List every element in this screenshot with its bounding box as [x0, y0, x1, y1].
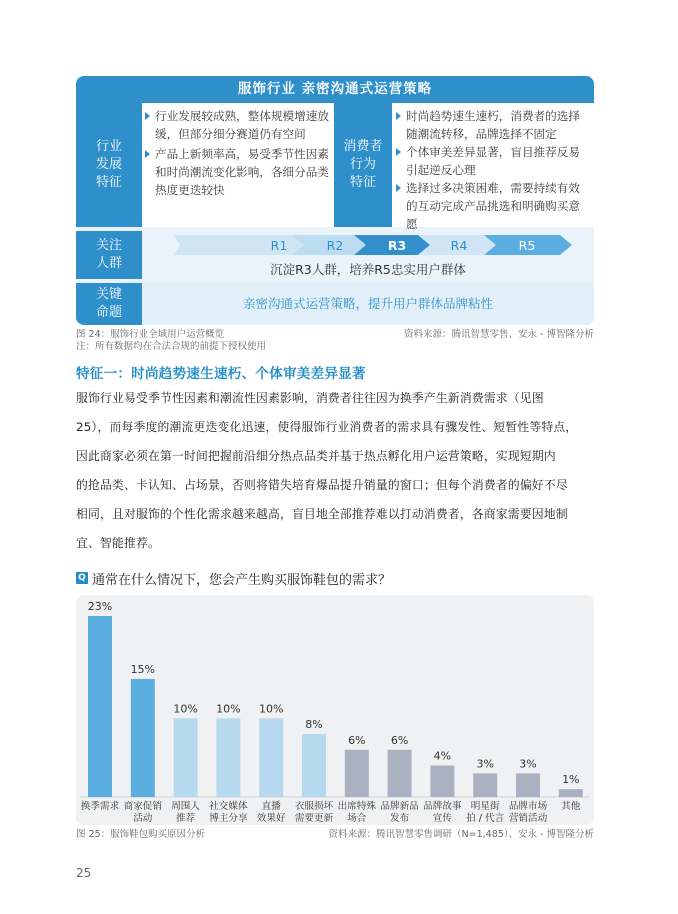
consumer-items: [396, 107, 588, 233]
bar-value-label: 15%: [130, 662, 156, 676]
industry-item: 行业发展较成熟，整体规模增速放缓，但部分细分赛道仍有空间: [145, 107, 329, 143]
consumer-label-line: 行为: [349, 157, 376, 172]
focus-panel: [142, 231, 594, 279]
paragraph-line: 25），而每季度的潮流更迭变化迅速，使得服饰行业消费者的需求具有骤发性、短暂性等特点，: [76, 420, 578, 434]
bar-value-label: 10%: [258, 702, 284, 716]
stage-r2: R2: [326, 237, 344, 253]
industry-label-line: 发展: [95, 157, 122, 172]
industry-label: [76, 103, 142, 227]
category-label: 衣服损坏: [294, 801, 334, 812]
consumer-item: 时尚趋势速生速朽，消费者的选择随潮流转移，品牌选择不固定: [396, 107, 588, 143]
bar-value-label: 23%: [87, 600, 113, 613]
category-label: 宣传: [432, 813, 452, 824]
consumer-item: 选择过多决策困难，需要持续有效的互动完成产品挑选和明确购买意愿: [396, 179, 588, 233]
category-label: 商家促销: [123, 801, 162, 812]
bar: [174, 718, 198, 797]
paragraph-line: 宜、智能推荐。: [76, 536, 160, 550]
category-label: 出席特殊: [337, 801, 376, 812]
figure-title: 服饰行业 亲密沟通式运营策略: [76, 76, 594, 103]
category-label: 推荐: [176, 813, 196, 824]
stage-r1: R1: [270, 237, 288, 253]
industry-item: 产品上新频率高，易受季节性因素和时尚潮流变化影响，各细分品类热度更迭较快: [145, 145, 329, 199]
category-label: 直播: [261, 801, 281, 812]
bar: [345, 750, 369, 797]
bar-value-label: 8%: [305, 718, 323, 732]
bar-value-label: 3%: [519, 757, 537, 771]
stage-r3: R3: [387, 237, 407, 253]
key-label-line: 关键: [95, 287, 122, 302]
bar-value-label: 10%: [173, 702, 198, 716]
category-label: 换季需求: [80, 801, 120, 812]
figure25-caption: 图 25：服饰鞋包购买原因分析: [76, 829, 206, 840]
bar-value-label: 3%: [476, 757, 494, 771]
bar: [430, 766, 454, 797]
section-heading: 特征一：时尚趋势速生速朽、个体审美差异显著: [76, 366, 366, 382]
consumer-panel: [392, 103, 594, 231]
bar: [388, 750, 412, 797]
stage-r4: R4: [450, 237, 468, 253]
category-label: 其他: [561, 801, 581, 812]
consumer-item: 个体审美差异显著，盲目推荐反易引起逆反心理: [396, 143, 588, 179]
category-label: 需要更新: [294, 813, 334, 824]
focus-label: [76, 231, 142, 279]
category-label: 活动: [133, 813, 153, 824]
paragraph-line: 的抢品类、卡认知、占场景，否则将错失培育爆品提升销量的窗口；但每个消费者的偏好不尽: [76, 478, 568, 492]
category-label: 效果好: [256, 813, 286, 824]
bar-value-label: 6%: [390, 733, 409, 747]
focus-text: 沉淀R3人群，培养R5忠实用户群体: [270, 262, 466, 277]
bar: [259, 718, 283, 797]
paragraph-line: 服饰行业易受季节性因素和潮流性因素影响，消费者往往因为换季产生新消费需求（见图: [76, 391, 544, 405]
category-label: 营销活动: [508, 813, 548, 824]
bar-value-label: 6%: [348, 733, 366, 747]
industry-panel: [142, 103, 334, 227]
bar: [516, 773, 540, 797]
category-label: 拍 / 代言: [466, 813, 505, 824]
question-badge: Q: [76, 572, 88, 584]
section-paragraph: [76, 384, 598, 558]
bar: [216, 718, 240, 797]
bar: [302, 734, 326, 797]
paragraph-line: 相同，且对服饰的个性化需求越来越高，盲目地全部推荐难以打动消费者，各商家需要因地制: [76, 507, 568, 521]
key-text: 亲密沟通式运营策略，提升用户群体品牌粘性: [142, 283, 594, 325]
industry-label-line: 行业: [95, 139, 122, 154]
bar-value-label: 1%: [562, 773, 580, 787]
consumer-label-line: 特征: [349, 175, 376, 190]
stage-r5: R5: [518, 237, 536, 253]
consumer-label: [334, 103, 392, 227]
focus-label-line: 人群: [95, 256, 122, 271]
figure24-caption: 图 24：服饰行业全域用户运营概览: [76, 329, 225, 340]
figure24-note: 注：所有数据均在合法合规的前提下授权使用: [76, 341, 267, 352]
category-label: 场合: [347, 813, 367, 824]
focus-label-line: 关注: [95, 238, 122, 253]
category-label: 明星街: [470, 801, 500, 812]
category-label: 品牌市场: [508, 801, 548, 812]
category-label: 品牌故事: [423, 801, 462, 812]
reason-chart: [76, 595, 594, 825]
industry-items: [145, 107, 329, 199]
bar: [473, 773, 497, 797]
category-label: 品牌新品: [380, 801, 419, 812]
bar: [559, 789, 583, 797]
consumer-label-line: 消费者: [343, 139, 383, 154]
category-label: 博主分享: [209, 813, 248, 824]
bar-value-label: 10%: [216, 702, 241, 716]
paragraph-line: 因此商家必须在第一时间把握前沿细分热点品类并基于热点孵化用户运营策略，实现短期内: [76, 449, 556, 463]
figure25-source: 资料来源：腾讯智慧零售调研（N=1,485）、安永 - 博智隆分析: [328, 829, 594, 840]
bar-value-label: 4%: [433, 749, 452, 763]
figure24-source: 资料来源：腾讯智慧零售、安永 - 博智隆分析: [404, 329, 594, 340]
question-text: 通常在什么情况下，您会产生购买服饰鞋包的需求？: [92, 573, 392, 588]
bar: [88, 616, 112, 797]
industry-label-line: 特征: [95, 175, 122, 190]
category-label: 发布: [390, 813, 410, 824]
bar: [131, 679, 155, 797]
key-label: [76, 283, 142, 325]
key-label-line: 命题: [95, 305, 122, 320]
figure-body: [76, 103, 594, 325]
page-number: 25: [76, 866, 92, 880]
category-label: 周围人: [171, 801, 200, 812]
category-label: 社交媒体: [209, 801, 248, 812]
operation-strategy-figure: [76, 76, 594, 325]
